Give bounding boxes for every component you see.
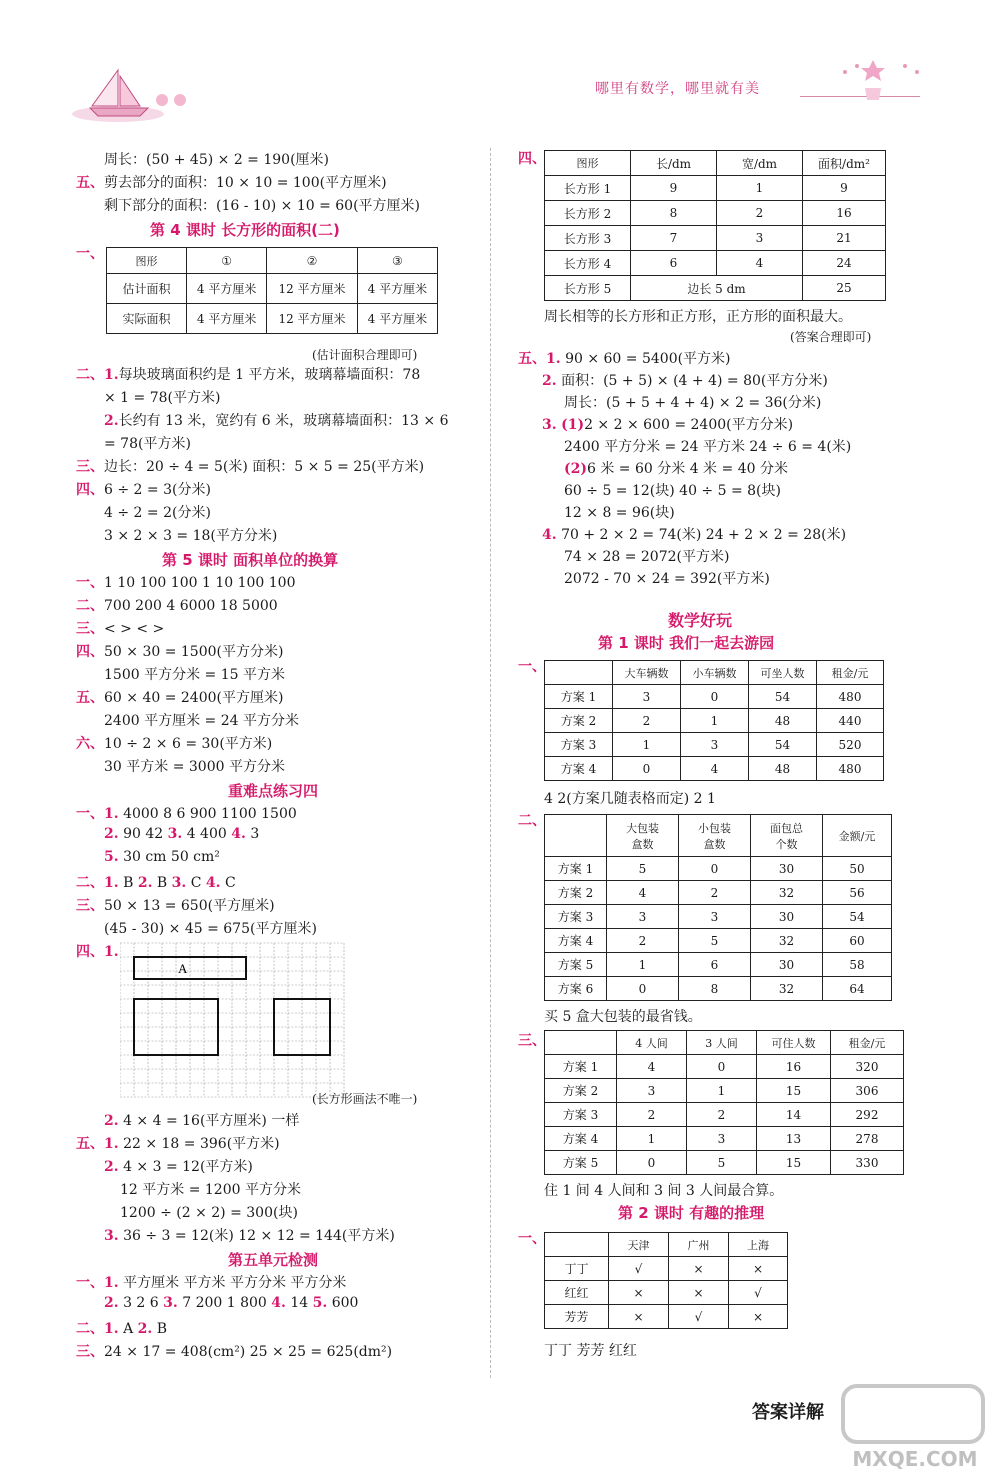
answer-line: 5. 30 cm 50 cm² xyxy=(104,849,220,865)
table-row: 方案 4 0 4 48 480 xyxy=(545,757,884,781)
header-slogan: 哪里有数学，哪里就有美 xyxy=(595,81,760,97)
question-number: 四、 xyxy=(518,151,546,167)
answer-line: (45 - 30) × 45 = 675(平方厘米) xyxy=(104,921,317,937)
answer-line: 剩下部分的面积：(16 - 10) × 10 = 60(平方厘米) xyxy=(104,198,420,214)
answer-line: × 1 = 78(平方米) xyxy=(104,390,221,406)
table-row: 长方形 4 6 4 24 xyxy=(545,251,886,276)
answer-line: 3. 36 ÷ 3 = 12(米) 12 × 12 = 144(平方米) xyxy=(104,1228,395,1244)
answer-line: 2400 平方厘米 = 24 平方分米 xyxy=(104,713,299,729)
table-row: 方案 2 2 1 48 440 xyxy=(545,709,884,733)
bread-package-table: 大包装 盒数 小包装 盒数 面包总 个数 金额/元 方案 1 5 0 30 50 方案 2 4 2 32 56 方案 3 3 3 30 54 方案 4 2 5 32 60 方案 5 1 6 30 58 方案 6 0 8 32 64 xyxy=(544,814,892,1001)
question-number: 五、 xyxy=(76,175,104,191)
answer-line: 住 1 间 4 人间和 3 间 3 人间最合算。 xyxy=(544,1183,784,1199)
table-header: 长/dm xyxy=(631,151,717,176)
answer-line: 12 × 8 = 96(块) xyxy=(564,505,675,521)
answer-line: 二、700 200 4 6000 18 5000 xyxy=(76,598,278,614)
sailboat-logo-icon xyxy=(70,62,200,126)
question-number: 一、 xyxy=(518,659,546,675)
answer-line: 周长相等的长方形和正方形，正方形的面积最大。 xyxy=(544,309,852,325)
table-row: 丁丁 √ × × xyxy=(545,1257,788,1281)
answer-line: 买 5 盒大包装的最省钱。 xyxy=(544,1009,702,1025)
table-row: 方案 4 2 5 32 60 xyxy=(545,929,892,953)
answer-line: 1200 ÷ (2 × 2) = 300(块) xyxy=(120,1205,298,1221)
table-cell: 估计面积 xyxy=(107,274,187,304)
watermark-logo-icon xyxy=(835,1380,995,1475)
lesson-title: 第五单元检测 xyxy=(228,1251,319,1269)
answer-line: 三、边长：20 ÷ 4 = 5(米) 面积：5 × 5 = 25(平方米) xyxy=(76,459,425,475)
answer-line: 2. 4 × 4 = 16(平方厘米) 一样 xyxy=(104,1113,300,1129)
table-cell: 4 平方厘米 xyxy=(187,304,267,334)
table-header: ③ xyxy=(357,248,437,274)
footer-label: 答案详解 xyxy=(752,1402,824,1423)
answer-line: 2072 - 70 × 24 = 392(平方米) xyxy=(564,571,770,587)
table-header: 宽/dm xyxy=(717,151,803,176)
table-cell: 4 平方厘米 xyxy=(187,274,267,304)
answer-line: 4. 70 + 2 × 2 = 74(米) 24 + 2 × 2 = 28(米) xyxy=(542,527,847,543)
table-header: ② xyxy=(267,248,357,274)
rectangle-area-table xyxy=(544,150,886,301)
table-cell: 4 平方厘米 xyxy=(357,304,437,334)
table-row: 方案 1 5 0 30 50 xyxy=(545,857,892,881)
table-row: 方案 3 2 2 14 292 xyxy=(545,1103,904,1127)
table-cell: 4 平方厘米 xyxy=(357,274,437,304)
answer-line: (2)6 米 = 60 分米 4 米 = 40 分米 xyxy=(564,461,788,477)
answer-line: 五、1. 90 × 60 = 5400(平方米) xyxy=(518,351,731,367)
table-cell: 12 平方厘米 xyxy=(267,304,357,334)
answer-line: 1500 平方分米 = 15 平方米 xyxy=(104,667,285,683)
answer-line: 一、1 10 100 100 1 10 100 100 xyxy=(76,575,296,591)
answer-line: 一、1. 4000 8 6 900 1100 1500 xyxy=(76,806,297,822)
section-label xyxy=(76,172,387,192)
question-number: 三、 xyxy=(518,1033,546,1049)
lesson-title: 第 4 课时 长方形的面积(二) xyxy=(150,221,340,239)
answer-line: 三、24 × 17 = 408(cm²) 25 × 25 = 625(dm²) xyxy=(76,1344,393,1360)
answer-line: 60 ÷ 5 = 12(块) 40 ÷ 5 = 8(块) xyxy=(564,483,781,499)
table-row: 长方形 1 9 1 9 xyxy=(545,176,886,201)
answer-line: 六、10 ÷ 2 × 6 = 30(平方米) xyxy=(76,736,273,752)
table-cell: 实际面积 xyxy=(107,304,187,334)
estimate-table xyxy=(106,247,438,334)
table-row: 方案 6 0 8 32 64 xyxy=(545,977,892,1001)
answer-line: 4 ÷ 2 = 2(分米) xyxy=(104,505,211,521)
answer-line: 74 × 28 = 2072(平方米) xyxy=(564,549,730,565)
answer-note: (长方形画法不唯一) xyxy=(312,1092,418,1106)
rectangle-a-label: A xyxy=(178,961,188,976)
question-number: 二、 xyxy=(518,813,546,829)
answer-line: = 78(平方米) xyxy=(104,436,191,452)
answer-line: 30 平方米 = 3000 平方分米 xyxy=(104,759,285,775)
answer-line: 4 2(方案几随表格而定) 2 1 xyxy=(544,791,716,807)
table-header: 图形 xyxy=(107,248,187,274)
answer-line: 周长：(50 + 45) × 2 = 190(厘米) xyxy=(104,152,329,168)
column-divider xyxy=(490,148,491,1378)
answer-line: 2. 90 42 3. 4 400 4. 3 xyxy=(104,826,260,842)
answer-line: 二、1. B 2. B 3. C 4. C xyxy=(76,875,236,891)
answer-line: 周长：(5 + 5 + 4 + 4) × 2 = 36(分米) xyxy=(564,395,822,411)
answer-line: 五、60 × 40 = 2400(平方厘米) xyxy=(76,690,284,706)
crown-star-icon xyxy=(835,52,925,112)
unit-title: 数学好玩 xyxy=(668,611,733,630)
square-grid-drawing xyxy=(120,941,352,1107)
table-row: 方案 4 1 3 13 278 xyxy=(545,1127,904,1151)
table-row: 方案 5 1 6 30 58 xyxy=(545,953,892,977)
table-row: 方案 1 4 0 16 320 xyxy=(545,1055,904,1079)
table-row xyxy=(107,304,438,334)
answer-line: 四、50 × 30 = 1500(平方分米) xyxy=(76,644,284,660)
table-header: 面积/dm² xyxy=(803,151,886,176)
table-row: 长方形 3 7 3 21 xyxy=(545,226,886,251)
answer-line: 二、1. A 2. B xyxy=(76,1321,168,1337)
table-header: 图形 xyxy=(545,151,631,176)
answer-line: 12 平方米 = 1200 平方分米 xyxy=(120,1182,301,1198)
question-number: 一、 xyxy=(518,1231,546,1247)
table-row: 方案 1 3 0 54 480 xyxy=(545,685,884,709)
table-row: 方案 5 0 5 15 330 xyxy=(545,1151,904,1175)
answer-line: 3 × 2 × 3 = 18(平方分米) xyxy=(104,528,278,544)
answer-line: 2400 平方分米 = 24 平方米 24 ÷ 6 = 4(米) xyxy=(564,439,852,455)
table-row: 方案 3 1 3 54 520 xyxy=(545,733,884,757)
table-header: ① xyxy=(187,248,267,274)
answer-line: 3. (1)2 × 2 × 600 = 2400(平方分米) xyxy=(542,417,794,433)
page-header xyxy=(0,0,1000,140)
answer-line: 三、50 × 13 = 650(平方厘米) xyxy=(76,898,275,914)
table-row xyxy=(107,274,438,304)
answer-line: 丁丁 芳芳 红红 xyxy=(544,1343,637,1359)
lesson-title: 重难点练习四 xyxy=(228,782,319,800)
lesson-title: 第 1 课时 我们一起去游园 xyxy=(598,634,775,652)
answer-line: 2. 4 × 3 = 12(平方米) xyxy=(104,1159,253,1175)
table-row: 长方形 5 边长 5 dm 25 xyxy=(545,276,886,301)
answer-text: 剪去部分的面积：10 × 10 = 100(平方厘米) xyxy=(104,175,387,191)
answer-line: 2.长约有 13 米，宽约有 6 米，玻璃幕墙面积：13 × 6 xyxy=(104,413,449,429)
table-row: 芳芳 × √ × xyxy=(545,1305,788,1329)
table-row: 红红 × × √ xyxy=(545,1281,788,1305)
answer-note: (答案合理即可) xyxy=(790,330,872,344)
table-row: 方案 3 3 3 30 54 xyxy=(545,905,892,929)
answer-line: 四、1. xyxy=(76,944,119,960)
lesson-title: 第 2 课时 有趣的推理 xyxy=(618,1204,765,1222)
answer-line: 二、1.每块玻璃面积约是 1 平方米，玻璃幕墙面积：78 xyxy=(76,367,421,383)
table-cell: 12 平方厘米 xyxy=(267,274,357,304)
answer-line: 2. 3 2 6 3. 7 200 1 800 4. 14 5. 600 xyxy=(104,1295,359,1311)
table-row: 方案 2 3 1 15 306 xyxy=(545,1079,904,1103)
table-row: 长方形 2 8 2 16 xyxy=(545,201,886,226)
watermark-text: MXQE.COM xyxy=(852,1447,978,1471)
answer-line: 五、1. 22 × 18 = 396(平方米) xyxy=(76,1136,280,1152)
lesson-title: 第 5 课时 面积单位的换算 xyxy=(162,551,339,569)
answer-line: 一、1. 平方厘米 平方米 平方分米 平方分米 xyxy=(76,1275,347,1291)
room-rental-table: 4 人间 3 人间 可住人数 租金/元 方案 1 4 0 16 320 方案 2 3 1 15 306 方案 3 2 2 14 292 方案 4 1 3 13 278 方案 5 0 5 15 330 xyxy=(544,1030,904,1175)
question-number: 一、 xyxy=(76,246,104,262)
reasoning-table: 天津 广州 上海 丁丁 √ × × 红红 × × √ 芳芳 × √ × xyxy=(544,1232,788,1329)
answer-line: 四、6 ÷ 2 = 3(分米) xyxy=(76,482,211,498)
table-row: 方案 2 4 2 32 56 xyxy=(545,881,892,905)
answer-note: (估计面积合理即可) xyxy=(312,348,418,362)
answer-line: 2. 面积：(5 + 5) × (4 + 4) = 80(平方分米) xyxy=(542,373,828,389)
bus-rental-table: 大车辆数 小车辆数 可坐人数 租金/元 方案 1 3 0 54 480 方案 2 2 1 48 440 方案 3 1 3 54 520 方案 4 0 4 48 480 xyxy=(544,660,884,781)
answer-line: 三、< > < > xyxy=(76,621,165,637)
